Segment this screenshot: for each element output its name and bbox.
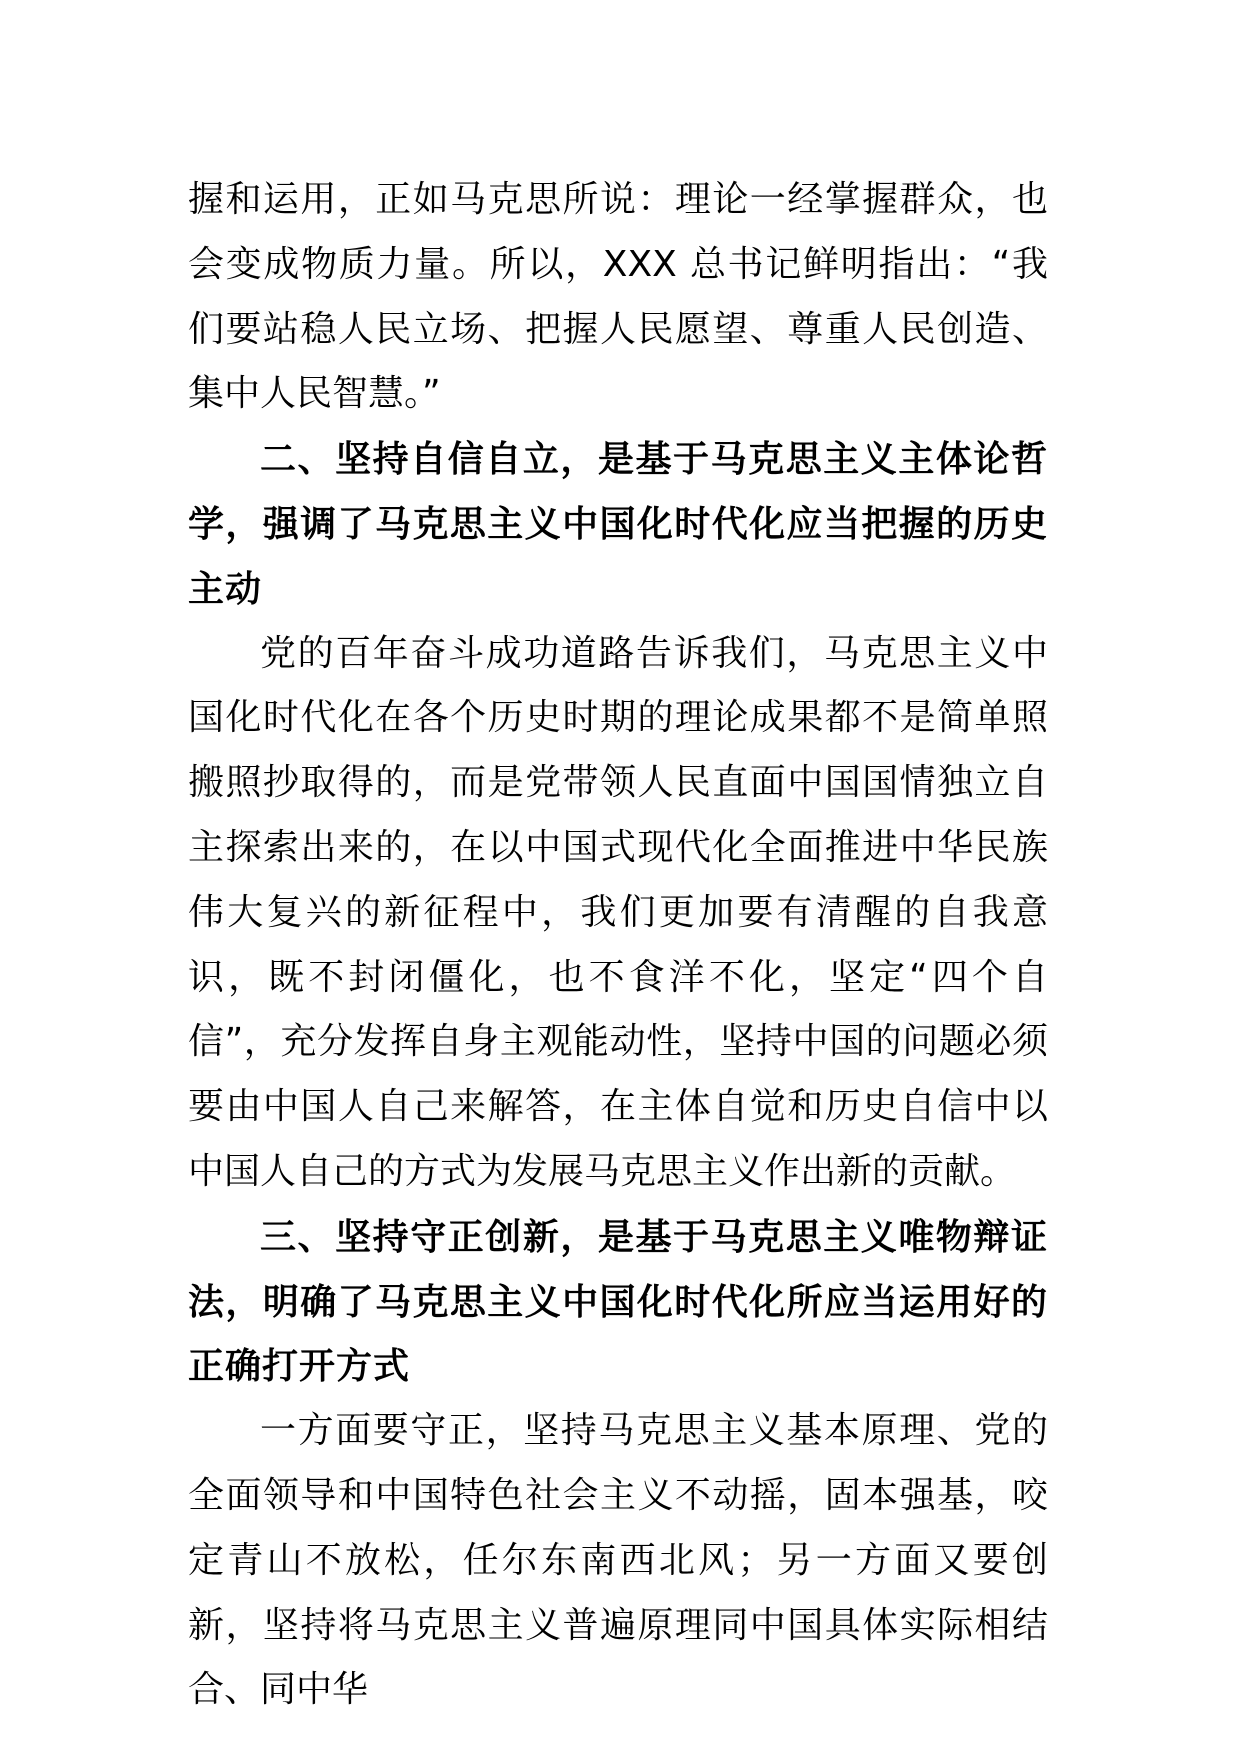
document-body bbox=[188, 168, 1048, 1723]
section-heading-2: 二、坚持自信自立，是基于马克思主义主体论哲学，强调了马克思主义中国化时代化应当把握的历史主动 bbox=[188, 438, 1048, 610]
paragraph-continuation: 握和运用，正如马克思所说：理论一经掌握群众，也会变成物质力量。所以，XXX 总书记鲜明指出：“我们要站稳人民立场、把握人民愿望、尊重人民创造、集中人民智慧。” bbox=[188, 179, 1048, 415]
paragraph-section-2-body: 党的百年奋斗成功道路告诉我们，马克思主义中国化时代化在各个历史时期的理论成果都不是简单照搬照抄取得的，而是党带领人民直面中国国情独立自主探索出来的，在以中国式现代化全面推进中华民族伟大复兴的新征程中，我们更加要有清醒的自我意识，既不封闭僵化，也不食洋不化，坚定“四个自信”，充分发挥自身主观能动性，坚持中国的问题必须要由中国人自己来解答，在主体自觉和历史自信中以中国人自己的方式为发展马克思主义作出新的贡献。 bbox=[188, 632, 1048, 1192]
section-heading-3: 三、坚持守正创新，是基于马克思主义唯物辩证法，明确了马克思主义中国化时代化所应当运用好的正确打开方式 bbox=[188, 1215, 1048, 1388]
paragraph-section-3-body: 一方面要守正，坚持马克思主义基本原理、党的全面领导和中国特色社会主义不动摇，固本强基，咬定青山不放松，任尔东南西北风；另一方面又要创新，坚持将马克思主义普遍原理同中国具体实际相结合、同中华 bbox=[188, 1410, 1048, 1711]
